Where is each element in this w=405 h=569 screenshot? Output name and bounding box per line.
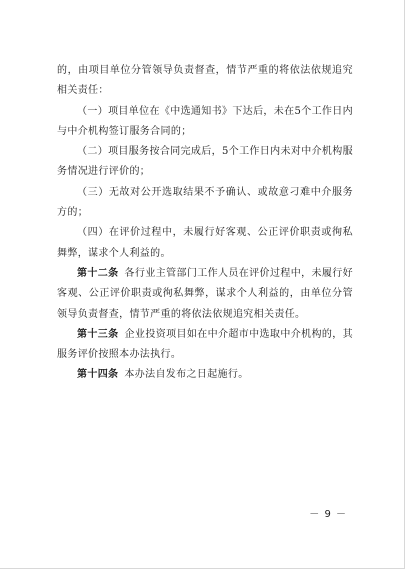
list-item <box>57 223 353 264</box>
paragraph-text: 的，由项目单位分管领导负责督查，情节严重的将依法依规追究相关责任： <box>57 65 353 97</box>
article-text: 各行业主管部门工作人员在评价过程中，未履行好客观、公正评价职责或徇私舞弊，谋求个人利益的，由单位分管领导负责督查，情节严重的将依法依规追究相关责任。 <box>57 267 353 320</box>
list-item <box>57 142 353 183</box>
list-item-text: （一）项目单位在《中选通知书》下达后，未在5个工作日内与中介机构签订服务合同的； <box>57 105 353 137</box>
paragraph-continuation <box>57 61 353 102</box>
page-number: － 9 － <box>309 509 347 520</box>
list-item-text: （三）无故对公开选取结果不予确认、或故意刁难中介服务方的； <box>57 186 353 219</box>
article-12 <box>57 264 353 325</box>
article-heading: 第十二条 <box>77 267 119 279</box>
article-text: 本办法自发布之日起施行。 <box>124 369 249 381</box>
article-13 <box>57 325 353 366</box>
list-item <box>57 102 353 143</box>
list-item-text: （二）项目服务按合同完成后，5个工作日内未对中介机构服务情况进行评价的； <box>57 146 353 178</box>
article-text: 企业投资项目如在中介超市中选取中介机构的，其服务评价按照本办法执行。 <box>57 328 353 361</box>
document-body <box>57 61 353 386</box>
article-heading: 第十四条 <box>77 369 119 381</box>
list-item-text: （四）在评价过程中，未履行好客观、公正评价职责或徇私舞弊，谋求个人利益的。 <box>57 227 353 259</box>
article-heading: 第十三条 <box>77 328 119 340</box>
list-item <box>57 183 353 224</box>
article-14 <box>57 365 353 385</box>
